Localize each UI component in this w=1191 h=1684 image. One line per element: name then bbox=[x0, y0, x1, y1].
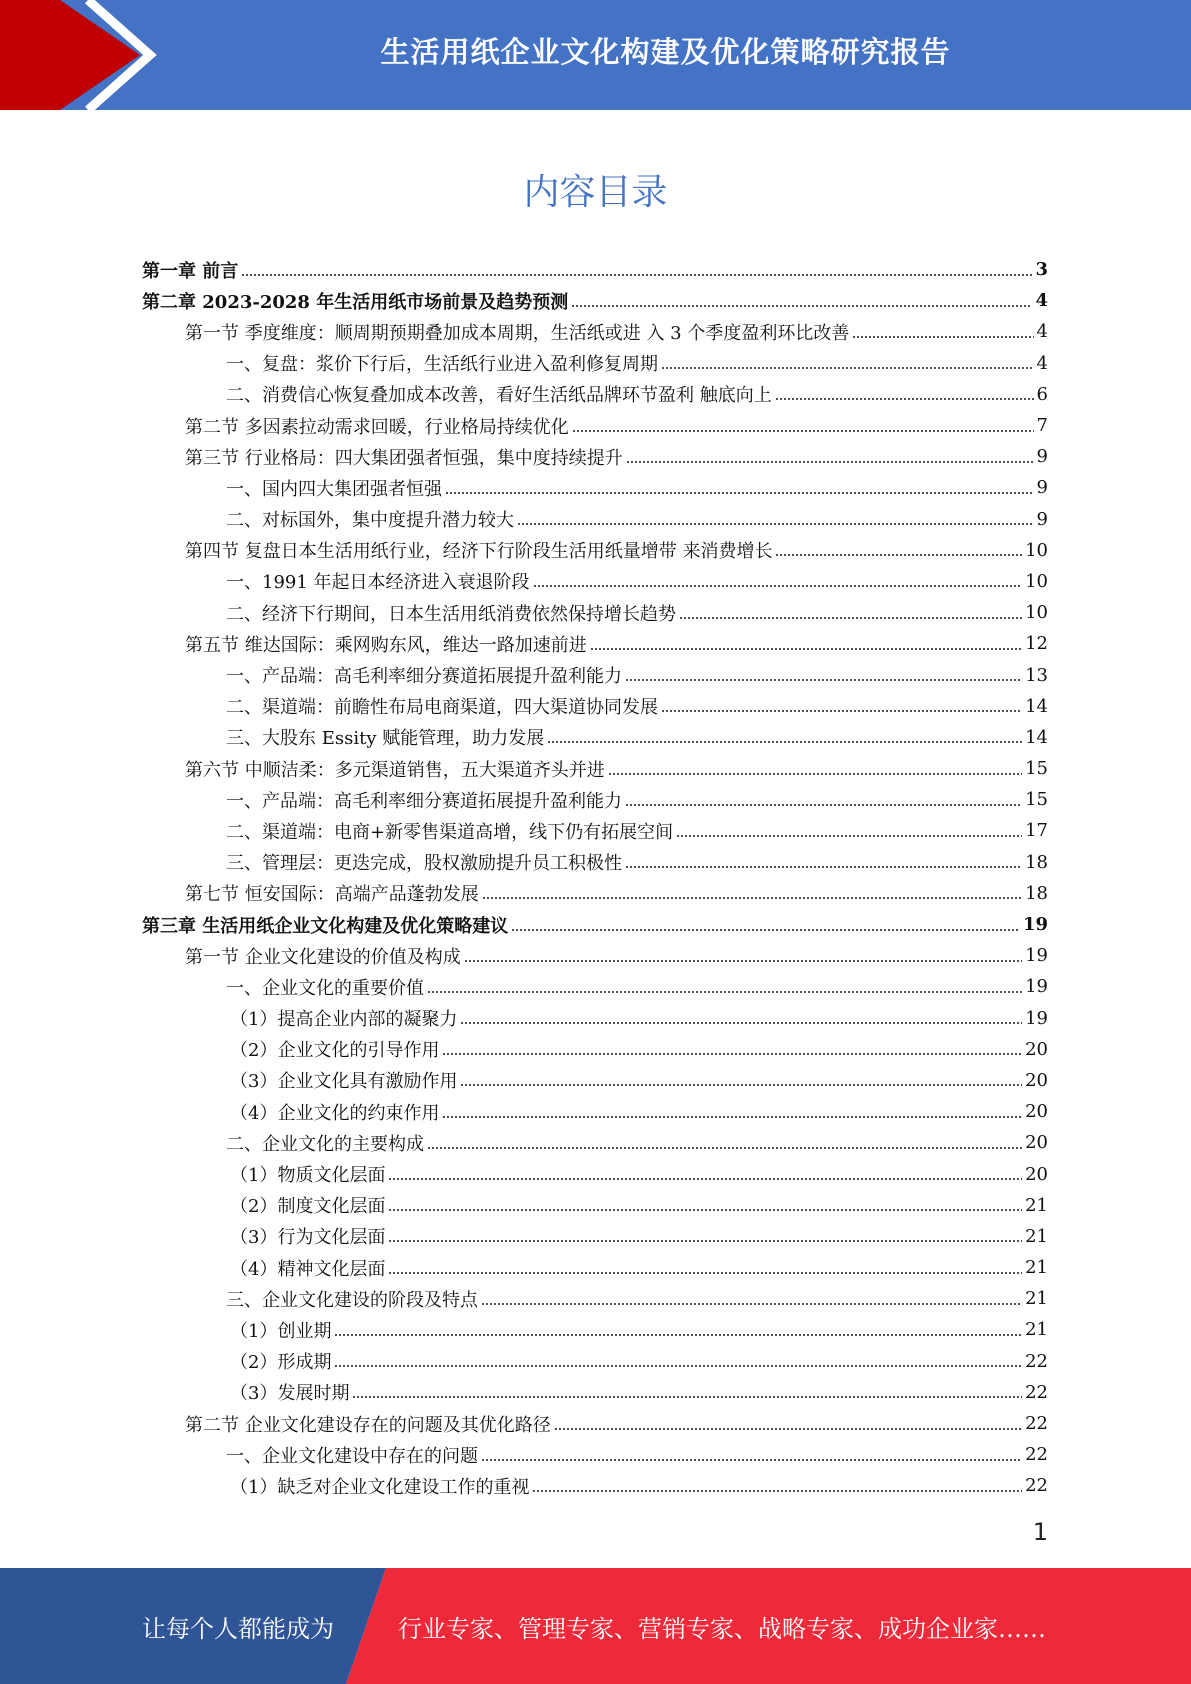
toc-entry-title: 一、产品端：高毛利率细分赛道拓展提升盈利能力 bbox=[226, 790, 622, 812]
toc-entry-title: 第三节 行业格局：四大集团强者恒强，集中度持续提升 bbox=[185, 447, 623, 469]
toc-entry[interactable] bbox=[142, 441, 1048, 472]
toc-entry[interactable] bbox=[142, 722, 1048, 753]
toc-dot-leader bbox=[481, 1459, 1022, 1461]
toc-entry-page: 10 bbox=[1025, 539, 1048, 561]
toc-entry-page: 17 bbox=[1025, 820, 1048, 842]
footer-slogan-right: 行业专家、管理专家、营销专家、战略专家、成功企业家…… bbox=[398, 1614, 1046, 1643]
toc-entry-title: 第二节 企业文化建设存在的问题及其优化路径 bbox=[185, 1414, 551, 1436]
toc-entry-title: 第一节 企业文化建设的价值及构成 bbox=[185, 946, 461, 968]
toc-entry-page: 19 bbox=[1022, 914, 1048, 936]
toc-dot-leader bbox=[532, 1490, 1022, 1492]
toc-dot-leader bbox=[388, 1209, 1022, 1211]
toc-entry[interactable] bbox=[142, 971, 1048, 1002]
toc-entry-title: 三、大股东 Essity 赋能管理，助力发展 bbox=[226, 728, 545, 750]
toc-entry[interactable] bbox=[142, 1346, 1048, 1377]
footer-slogan-left: 让每个人都能成为 bbox=[142, 1614, 334, 1643]
toc-entry-title: 一、1991 年起日本经济进入衰退阶段 bbox=[226, 572, 530, 594]
toc-entry-title: 二、渠道端：前瞻性布局电商渠道，四大渠道协同发展 bbox=[226, 697, 658, 719]
toc-dot-leader bbox=[427, 991, 1022, 993]
toc-dot-leader bbox=[626, 461, 1034, 463]
toc-entry-page: 19 bbox=[1025, 1007, 1048, 1029]
toc-entry-title: 第一节 季度维度：顺周期预期叠加成本周期，生活纸或进 入 3 个季度盈利环比改善 bbox=[185, 322, 850, 344]
toc-entry-page: 9 bbox=[1036, 477, 1048, 499]
toc-entry-page: 19 bbox=[1025, 976, 1048, 998]
toc-entry[interactable] bbox=[142, 1158, 1048, 1189]
toc-entry-title: 第四节 复盘日本生活用纸行业，经济下行阶段生活用纸量增带 来消费增长 bbox=[185, 541, 773, 563]
toc-dot-leader bbox=[334, 1334, 1022, 1336]
toc-entry-page: 21 bbox=[1025, 1257, 1048, 1279]
toc-entry[interactable] bbox=[142, 878, 1048, 909]
toc-heading: 内容目录 bbox=[523, 172, 668, 213]
toc-entry-page: 7 bbox=[1036, 415, 1048, 437]
toc-dot-leader bbox=[625, 866, 1022, 868]
toc-entry[interactable] bbox=[142, 316, 1048, 347]
toc-entry-title: （3）企业文化具有激励作用 bbox=[230, 1071, 458, 1093]
toc-entry-page: 22 bbox=[1025, 1413, 1048, 1435]
toc-entry-title: （2）企业文化的引导作用 bbox=[230, 1040, 440, 1062]
toc-entry-title: 第一章 前言 bbox=[142, 260, 239, 282]
toc-entry-title: 一、企业文化建设中存在的问题 bbox=[226, 1445, 478, 1467]
toc-entry[interactable] bbox=[142, 566, 1048, 597]
page-number: 1 bbox=[1032, 1518, 1048, 1546]
toc-entry-page: 18 bbox=[1025, 882, 1048, 904]
toc-entry-page: 20 bbox=[1025, 1101, 1048, 1123]
toc-dot-leader bbox=[571, 305, 1032, 307]
toc-entry[interactable] bbox=[142, 410, 1048, 441]
toc-entry[interactable] bbox=[142, 1003, 1048, 1034]
toc-entry-page: 12 bbox=[1025, 633, 1048, 655]
toc-entry[interactable] bbox=[142, 940, 1048, 971]
toc-entry-page: 21 bbox=[1025, 1319, 1048, 1341]
toc-dot-leader bbox=[608, 773, 1022, 775]
toc-dot-leader bbox=[679, 617, 1022, 619]
toc-dot-leader bbox=[445, 492, 1034, 494]
toc-entry[interactable] bbox=[142, 1283, 1048, 1314]
toc-entry-title: 一、企业文化的重要价值 bbox=[226, 977, 424, 999]
toc-dot-leader bbox=[625, 679, 1022, 681]
toc-entry[interactable] bbox=[142, 597, 1048, 628]
toc-dot-leader bbox=[661, 367, 1034, 369]
toc-entry-page: 9 bbox=[1036, 446, 1048, 468]
toc-entry-title: （4）精神文化层面 bbox=[230, 1258, 386, 1280]
toc-entry[interactable] bbox=[142, 909, 1048, 940]
toc-entry-page: 4 bbox=[1035, 290, 1048, 312]
toc-dot-leader bbox=[852, 336, 1033, 338]
toc-entry-title: （2）形成期 bbox=[230, 1352, 332, 1374]
toc-entry[interactable] bbox=[142, 254, 1048, 285]
toc-entry-title: 第六节 中顺洁柔：多元渠道销售，五大渠道齐头并进 bbox=[185, 759, 605, 781]
footer-banner bbox=[0, 1568, 1191, 1684]
report-title: 生活用纸企业文化构建及优化策略研究报告 bbox=[380, 34, 951, 69]
toc-entry[interactable] bbox=[142, 784, 1048, 815]
toc-entry[interactable] bbox=[142, 1252, 1048, 1283]
toc-entry[interactable] bbox=[142, 472, 1048, 503]
toc-entry-title: 一、产品端：高毛利率细分赛道拓展提升盈利能力 bbox=[226, 666, 622, 688]
toc-entry-title: （1）物质文化层面 bbox=[230, 1165, 386, 1187]
toc-entry-title: （2）制度文化层面 bbox=[230, 1196, 386, 1218]
toc-entry[interactable] bbox=[142, 1034, 1048, 1065]
toc-dot-leader bbox=[533, 585, 1023, 587]
toc-entry[interactable] bbox=[142, 847, 1048, 878]
toc-entry-page: 22 bbox=[1025, 1350, 1048, 1372]
toc-entry-page: 13 bbox=[1025, 664, 1048, 686]
toc-dot-leader bbox=[442, 1053, 1022, 1055]
toc-dot-leader bbox=[388, 1240, 1022, 1242]
toc-entry[interactable] bbox=[142, 1408, 1048, 1439]
toc-entry-title: 第三章 生活用纸企业文化构建及优化策略建议 bbox=[142, 915, 509, 937]
toc-entry-page: 10 bbox=[1025, 602, 1048, 624]
toc-entry-title: 第五节 维达国际：乘网购东风，维达一路加速前进 bbox=[185, 634, 587, 656]
toc-dot-leader bbox=[352, 1396, 1022, 1398]
toc-entry[interactable] bbox=[142, 753, 1048, 784]
toc-entry-page: 9 bbox=[1036, 508, 1048, 530]
toc-entry-title: 一、复盘：浆价下行后，生活纸行业进入盈利修复周期 bbox=[226, 354, 658, 376]
toc-entry-page: 20 bbox=[1025, 1069, 1048, 1091]
toc-dot-leader bbox=[388, 1272, 1022, 1274]
toc-entry-page: 20 bbox=[1025, 1038, 1048, 1060]
toc-dot-leader bbox=[676, 835, 1022, 837]
toc-entry[interactable] bbox=[142, 1221, 1048, 1252]
toc-entry-title: （1）提高企业内部的凝聚力 bbox=[230, 1009, 458, 1031]
toc-entry[interactable] bbox=[142, 691, 1048, 722]
toc-entry-page: 10 bbox=[1025, 570, 1048, 592]
toc-entry[interactable] bbox=[142, 504, 1048, 535]
toc-entry-page: 4 bbox=[1036, 321, 1048, 343]
header-banner bbox=[0, 0, 1191, 110]
toc-entry[interactable] bbox=[142, 1470, 1048, 1501]
toc-entry-title: 第二章 2023-2028 年生活用纸市场前景及趋势预测 bbox=[142, 291, 569, 313]
toc-dot-leader bbox=[481, 1303, 1022, 1305]
toc-entry-title: 三、企业文化建设的阶段及特点 bbox=[226, 1289, 478, 1311]
toc-entry-page: 4 bbox=[1036, 352, 1048, 374]
toc-dot-leader bbox=[388, 1178, 1022, 1180]
toc-dot-leader bbox=[482, 897, 1022, 899]
toc-entry-title: 二、经济下行期间，日本生活用纸消费依然保持增长趋势 bbox=[226, 603, 676, 625]
toc-entry[interactable] bbox=[142, 285, 1048, 316]
toc-entry[interactable] bbox=[142, 1065, 1048, 1096]
toc-entry[interactable] bbox=[142, 1314, 1048, 1345]
toc-entry-page: 20 bbox=[1025, 1163, 1048, 1185]
toc-entry-title: （1）创业期 bbox=[230, 1320, 332, 1342]
toc-dot-leader bbox=[464, 960, 1022, 962]
toc-entry[interactable] bbox=[142, 1190, 1048, 1221]
toc-dot-leader bbox=[572, 430, 1034, 432]
toc-dot-leader bbox=[241, 274, 1032, 276]
toc-entry[interactable] bbox=[142, 1096, 1048, 1127]
toc-entry[interactable] bbox=[142, 628, 1048, 659]
toc-entry-title: 三、管理层：更迭完成，股权激励提升员工积极性 bbox=[226, 853, 622, 875]
toc-dot-leader bbox=[517, 523, 1034, 525]
toc-entry-page: 21 bbox=[1025, 1288, 1048, 1310]
toc-dot-leader bbox=[460, 1022, 1022, 1024]
toc-entry-page: 19 bbox=[1025, 945, 1048, 967]
toc-entry-title: （3）发展时期 bbox=[230, 1383, 350, 1405]
toc-dot-leader bbox=[625, 804, 1022, 806]
toc-entry-title: 二、渠道端：电商+新零售渠道高增，线下仍有拓展空间 bbox=[226, 821, 674, 843]
toc-entry-title: 二、消费信心恢复叠加成本改善，看好生活纸品牌环节盈利 触底向上 bbox=[226, 385, 772, 407]
table-of-contents bbox=[142, 254, 1048, 1502]
toc-entry-page: 21 bbox=[1025, 1194, 1048, 1216]
toc-entry-title: （3）行为文化层面 bbox=[230, 1227, 386, 1249]
toc-dot-leader bbox=[427, 1147, 1022, 1149]
toc-entry[interactable] bbox=[142, 535, 1048, 566]
toc-entry-title: （4）企业文化的约束作用 bbox=[230, 1102, 440, 1124]
toc-dot-leader bbox=[775, 554, 1022, 556]
toc-dot-leader bbox=[661, 710, 1022, 712]
toc-entry-page: 15 bbox=[1025, 789, 1048, 811]
toc-entry-page: 6 bbox=[1036, 383, 1048, 405]
toc-entry-page: 21 bbox=[1025, 1225, 1048, 1247]
toc-dot-leader bbox=[590, 648, 1022, 650]
toc-entry-title: 二、对标国外，集中度提升潜力较大 bbox=[226, 510, 514, 532]
toc-entry-page: 14 bbox=[1025, 695, 1048, 717]
toc-dot-leader bbox=[775, 398, 1034, 400]
toc-dot-leader bbox=[334, 1365, 1022, 1367]
toc-dot-leader bbox=[460, 1084, 1022, 1086]
toc-entry-page: 22 bbox=[1025, 1475, 1048, 1497]
toc-entry-page: 15 bbox=[1025, 758, 1048, 780]
toc-entry-page: 14 bbox=[1025, 726, 1048, 748]
toc-entry[interactable] bbox=[142, 1439, 1048, 1470]
toc-entry[interactable] bbox=[142, 1377, 1048, 1408]
toc-entry[interactable] bbox=[142, 348, 1048, 379]
toc-entry-page: 18 bbox=[1025, 851, 1048, 873]
toc-entry-title: 第七节 恒安国际：高端产品蓬勃发展 bbox=[185, 884, 479, 906]
toc-dot-leader bbox=[547, 741, 1022, 743]
toc-entry-title: （1）缺乏对企业文化建设工作的重视 bbox=[230, 1476, 530, 1498]
toc-entry-page: 22 bbox=[1025, 1381, 1048, 1403]
toc-dot-leader bbox=[442, 1116, 1022, 1118]
toc-dot-leader bbox=[554, 1428, 1022, 1430]
toc-entry[interactable] bbox=[142, 815, 1048, 846]
toc-entry-title: 第二节 多因素拉动需求回暖，行业格局持续优化 bbox=[185, 416, 569, 438]
toc-entry-title: 二、企业文化的主要构成 bbox=[226, 1133, 424, 1155]
toc-entry[interactable] bbox=[142, 1127, 1048, 1158]
toc-dot-leader bbox=[511, 929, 1020, 931]
toc-entry-page: 22 bbox=[1025, 1444, 1048, 1466]
toc-entry[interactable] bbox=[142, 379, 1048, 410]
toc-entry-title: 一、国内四大集团强者恒强 bbox=[226, 478, 442, 500]
toc-entry[interactable] bbox=[142, 659, 1048, 690]
toc-entry-page: 20 bbox=[1025, 1132, 1048, 1154]
toc-entry-page: 3 bbox=[1035, 259, 1048, 281]
